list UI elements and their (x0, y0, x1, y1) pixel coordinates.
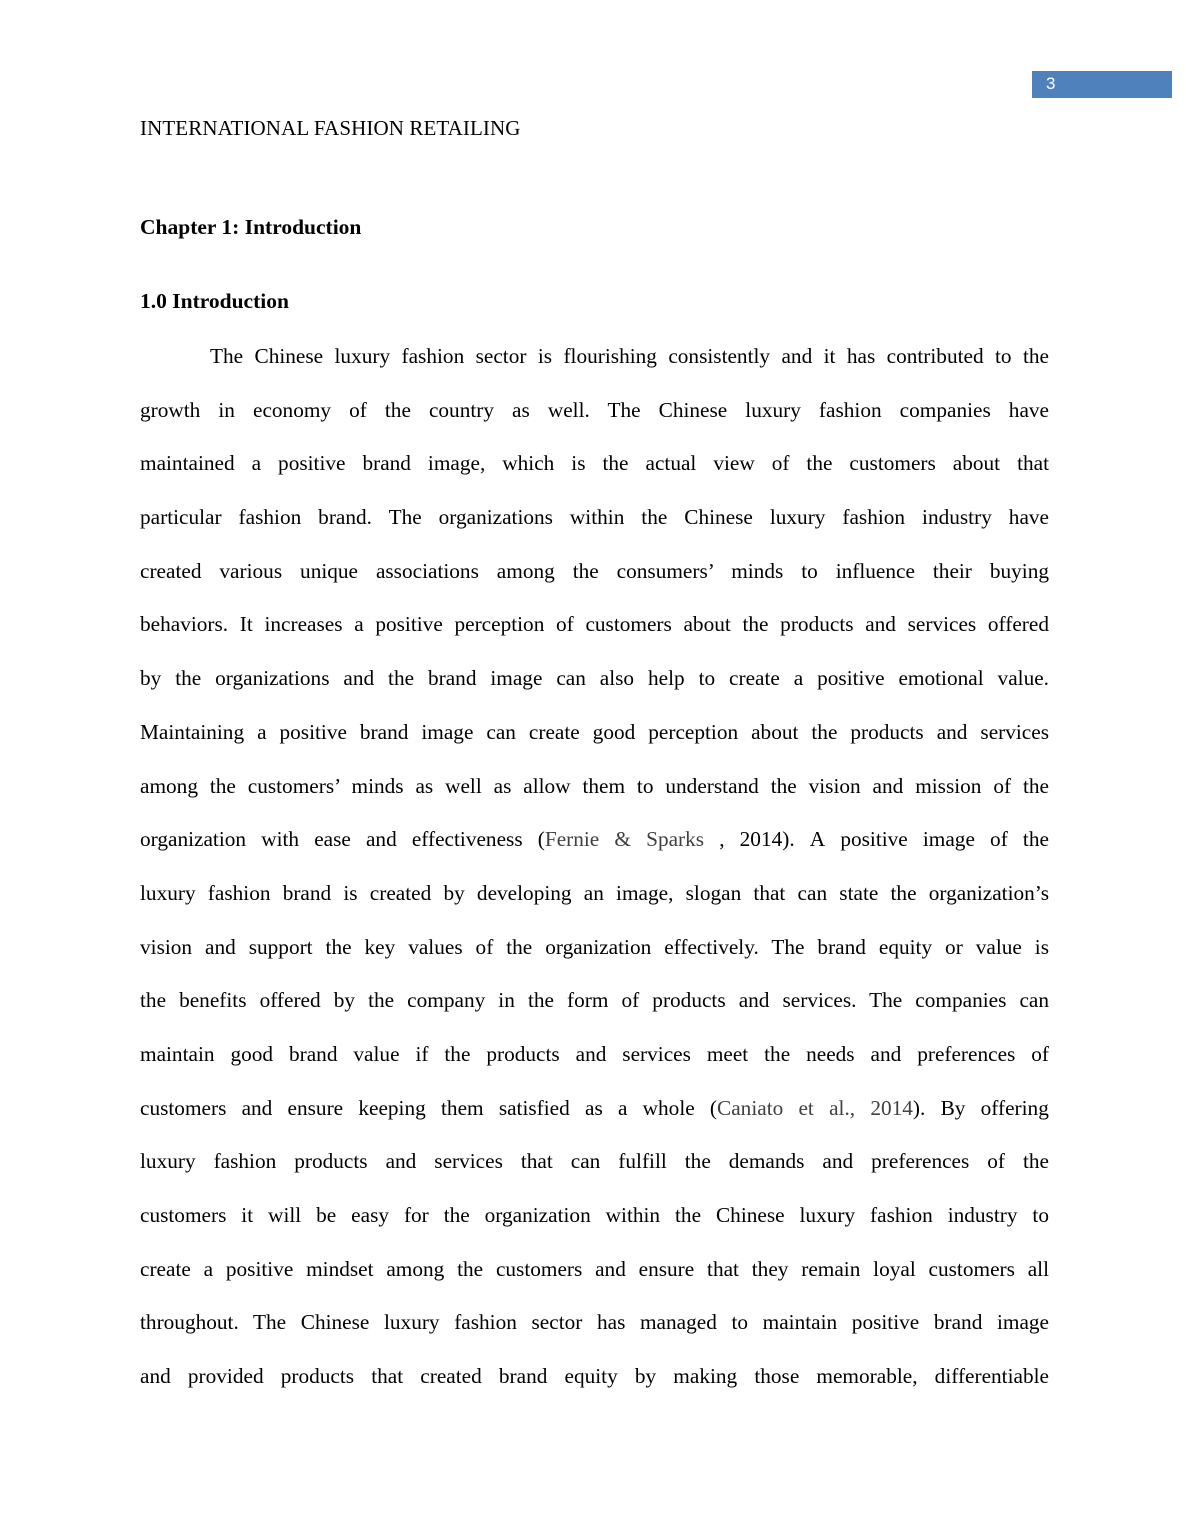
paragraph-line-with-citation (140, 813, 1049, 867)
paragraph-line: among the customers’ minds as well as allow them to understand the vision and mission of the (140, 773, 1049, 798)
running-head: INTERNATIONAL FASHION RETAILING (140, 116, 521, 140)
paragraph-line: Maintaining a positive brand image can create good perception about the products and services (140, 719, 1049, 744)
word: ease (314, 827, 351, 852)
page-number-badge (1032, 71, 1172, 98)
citation-word: Caniato (717, 1095, 784, 1120)
word: a (617, 1095, 628, 1120)
word: image (922, 827, 975, 852)
word: effectiveness (411, 827, 523, 852)
body-paragraph (140, 330, 1049, 1404)
paragraph-line: luxury fashion brand is created by developing an image, slogan that can state the organization’s (140, 880, 1049, 905)
citation-word: Fernie (544, 827, 600, 852)
section-title: 1.0 Introduction (140, 289, 289, 313)
word: 2014). (739, 827, 795, 852)
paragraph-line: luxury fashion products and services that can fulfill the demands and preferences of the (140, 1149, 1049, 1174)
word: and (241, 1095, 273, 1120)
word: ( (709, 1095, 718, 1120)
citation-word: Sparks (646, 827, 705, 852)
word: and (365, 827, 397, 852)
word: whole (642, 1095, 695, 1120)
word: keeping (358, 1095, 426, 1120)
word-group (538, 813, 600, 867)
word: positive (840, 827, 908, 852)
word: By (940, 1095, 966, 1120)
paragraph-line: created various unique associations among the consumers’ minds to influence their buying (140, 558, 1049, 583)
word: , (719, 827, 725, 852)
word: offering (980, 1095, 1049, 1120)
citation-word: & (614, 827, 631, 852)
word: satisfied (498, 1095, 570, 1120)
citation-word: al., (829, 1095, 856, 1120)
word: organization (140, 827, 247, 852)
word: of (990, 827, 1008, 852)
paragraph-line: behaviors. It increases a positive perception of customers about the products and services offered (140, 612, 1049, 637)
citation-word: et (798, 1095, 814, 1120)
word: the (1022, 827, 1049, 852)
paragraph-line: particular fashion brand. The organizations within the Chinese luxury fashion industry have (140, 505, 1049, 530)
word: ( (537, 827, 545, 852)
paragraph-line: and provided products that created brand equity by making those memorable, differentiable (140, 1364, 1049, 1389)
paragraph-line: growth in economy of the country as well. The Chinese luxury fashion companies have (140, 397, 1049, 422)
paragraph-line: throughout. The Chinese luxury fashion sector has managed to maintain positive brand image (140, 1310, 1049, 1335)
paragraph-line: The Chinese luxury fashion sector is flourishing consistently and it has contributed to the (210, 344, 1049, 368)
word: them (441, 1095, 484, 1120)
word: as (585, 1095, 603, 1120)
word: ). (912, 1095, 926, 1120)
word-group (710, 1082, 783, 1136)
paragraph-line-with-citation (140, 1082, 1049, 1136)
chapter-title: Chapter 1: Introduction (140, 215, 362, 239)
citation-word: 2014 (870, 1095, 913, 1120)
paragraph-line: maintain good brand value if the products and services meet the needs and preferences of (140, 1041, 1049, 1066)
paragraph-line: vision and support the key values of the organization effectively. The brand equity or value is (140, 934, 1049, 959)
page-number: 3 (1046, 74, 1056, 93)
word: customers (140, 1095, 227, 1120)
paragraph-line: the benefits offered by the company in the form of products and services. The companies can (140, 988, 1049, 1013)
word: ensure (287, 1095, 344, 1120)
paragraph-line: by the organizations and the brand image can also help to create a positive emotional value. (140, 666, 1049, 691)
word: with (261, 827, 300, 852)
word-group (870, 1082, 925, 1136)
word: A (809, 827, 826, 852)
paragraph-line: customers it will be easy for the organization within the Chinese luxury fashion industry to (140, 1203, 1049, 1227)
paragraph-line: maintained a positive brand image, which is the actual view of the customers about that (140, 451, 1049, 476)
paragraph-line: create a positive mindset among the customers and ensure that they remain loyal customers all (140, 1256, 1049, 1281)
